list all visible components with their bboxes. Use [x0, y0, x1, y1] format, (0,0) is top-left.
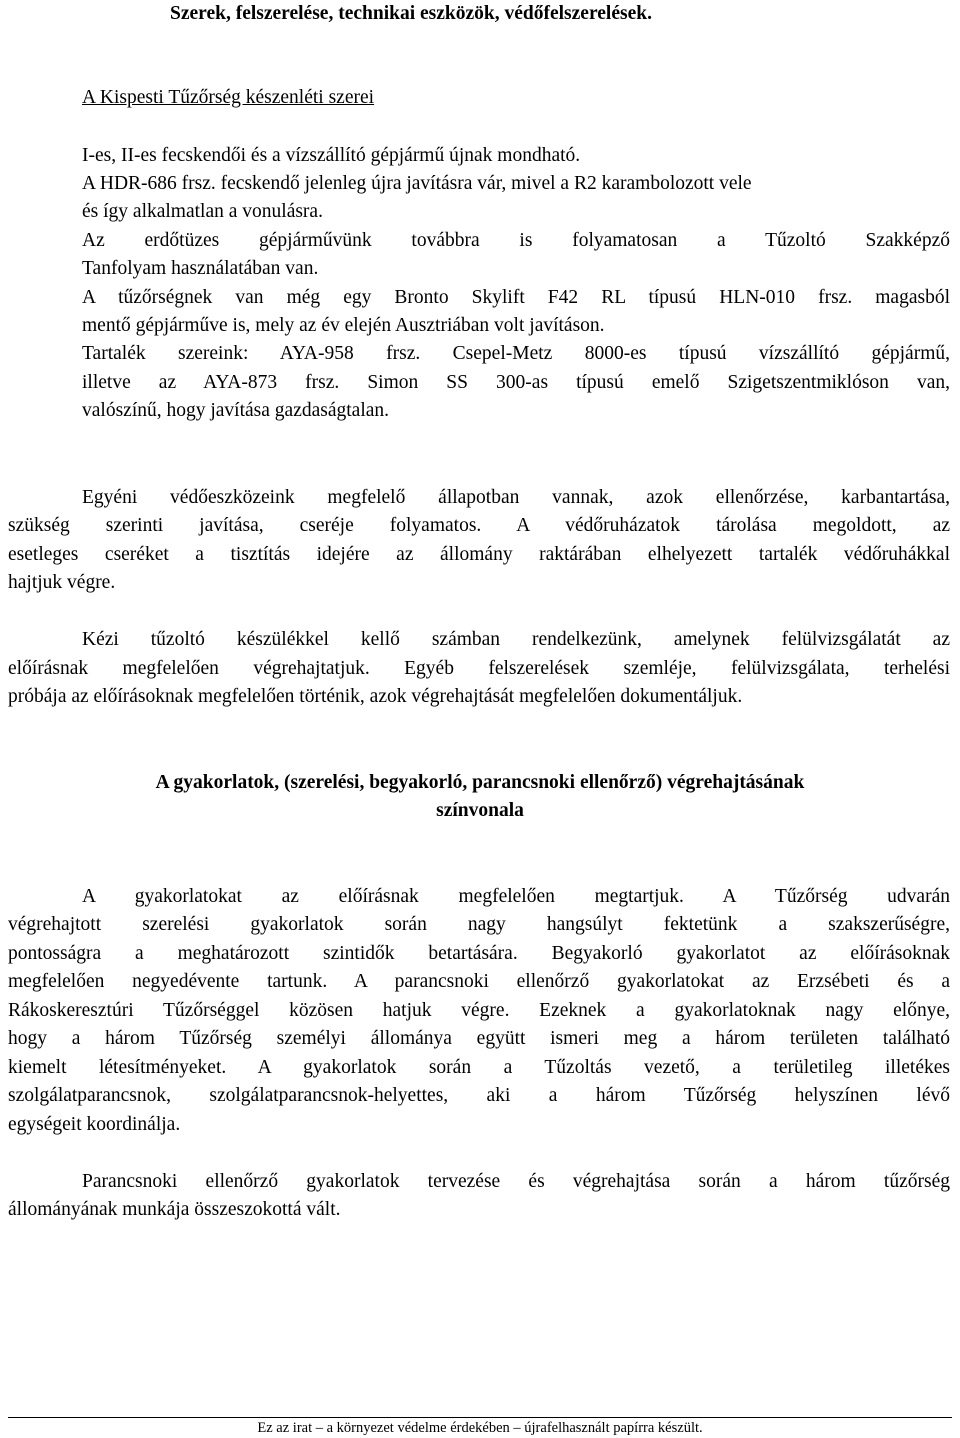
command-line: Parancsnoki ellenőrző gyakorlatok tervezése és végrehajtása során a három tűzőrség [82, 1171, 950, 1192]
equipment-line: I-es, II-es fecskendői és a vízszállító gépjármű újnak mondható. [82, 145, 581, 166]
exercises-line: szolgálatparancsnok, szolgálatparancsnok-helyettes, aki a három Tűzőrség helyszínen lévő [8, 1085, 950, 1106]
equipment-line: mentő gépjárműve is, mely az év elején Ausztriában volt javításon. [82, 315, 605, 336]
exercises-line: pontosságra a meghatározott szintidők betartására. Begyakorló gyakorlatot az előírásoknak [8, 943, 950, 964]
protective-line: esetleges cseréket a tisztítás idejére az állomány raktárában elhelyezett tartalék védőruhákkal [8, 544, 950, 565]
equipment-line: és így alkalmatlan a vonulásra. [82, 201, 323, 222]
extinguishers-line: előírásnak megfelelően végrehajtatjuk. Egyéb felszerelések szemléje, felülvizsgálata, terhelési [8, 658, 950, 679]
exercises-line: megfelelően negyedévente tartunk. A parancsnoki ellenőrző gyakorlatokat az Erzsébeti és a [8, 971, 950, 992]
page-title: Szerek, felszerelése, technikai eszközök, védőfelszerelések. [170, 3, 652, 24]
extinguishers-line: próbája az előírásoknak megfelelően történik, azok végrehajtását megfelelően dokumentáljuk. [8, 686, 743, 707]
equipment-line: Tanfolyam használatában van. [82, 258, 319, 279]
exercises-line: A gyakorlatokat az előírásnak megfelelően megtartjuk. A Tűzőrség udvarán [82, 886, 950, 907]
section-heading: A gyakorlatok, (szerelési, begyakorló, parancsnoki ellenőrző) végrehajtásának [155, 772, 805, 793]
equipment-line: A tűzőrségnek van még egy Bronto Skylift F42 RL típusú HLN-010 frsz. magasból [82, 287, 950, 308]
command-line: állományának munkája összeszokottá vált. [8, 1199, 341, 1220]
equipment-line: valószínű, hogy javítása gazdaságtalan. [82, 400, 390, 421]
equipment-line: Az erdőtüzes gépjárművünk továbbra is folyamatosan a Tűzoltó Szakképző [82, 230, 950, 251]
section-subtitle: A Kispesti Tűzőrség készenléti szerei [82, 87, 375, 108]
exercises-line: kiemelt létesítményeket. A gyakorlatok során a Tűzoltás vezető, a területileg illetékes [8, 1057, 950, 1078]
protective-line: Egyéni védőeszközeink megfelelő állapotban vannak, azok ellenőrzése, karbantartása, [82, 487, 950, 508]
equipment-line: Tartalék szereink: AYA-958 frsz. Csepel-Metz 8000-es típusú vízszállító gépjármű, [82, 343, 950, 364]
exercises-line: Rákoskeresztúri Tűzőrséggel közösen hatjuk végre. Ezeknek a gyakorlatoknak nagy előnye, [8, 1000, 950, 1021]
section-heading-continued: színvonala [436, 800, 524, 821]
exercises-line: hogy a három Tűzőrség személyi állománya együtt ismeri meg a három területen található [8, 1028, 950, 1049]
protective-line: hajtjuk végre. [8, 572, 116, 593]
extinguishers-line: Kézi tűzoltó készülékkel kellő számban rendelkezünk, amelynek felülvizsgálatát az [82, 629, 950, 650]
equipment-line: A HDR-686 frsz. fecskendő jelenleg újra javításra vár, mivel a R2 karambolozott vele [82, 173, 752, 194]
exercises-line: egységeit koordinálja. [8, 1114, 181, 1135]
equipment-line: illetve az AYA-873 frsz. Simon SS 300-as típusú emelő Szigetszentmiklóson van, [82, 372, 950, 393]
exercises-line: végrehajtott szerelési gyakorlatok során nagy hangsúlyt fektetünk a szakszerűségre, [8, 914, 950, 935]
footer-note: Ez az irat – a környezet védelme érdekében – újrafelhasznált papírra készült. [257, 1420, 703, 1436]
protective-line: szükség szerinti javítása, cseréje folyamatos. A védőruházatok tárolása megoldott, az [8, 515, 950, 536]
